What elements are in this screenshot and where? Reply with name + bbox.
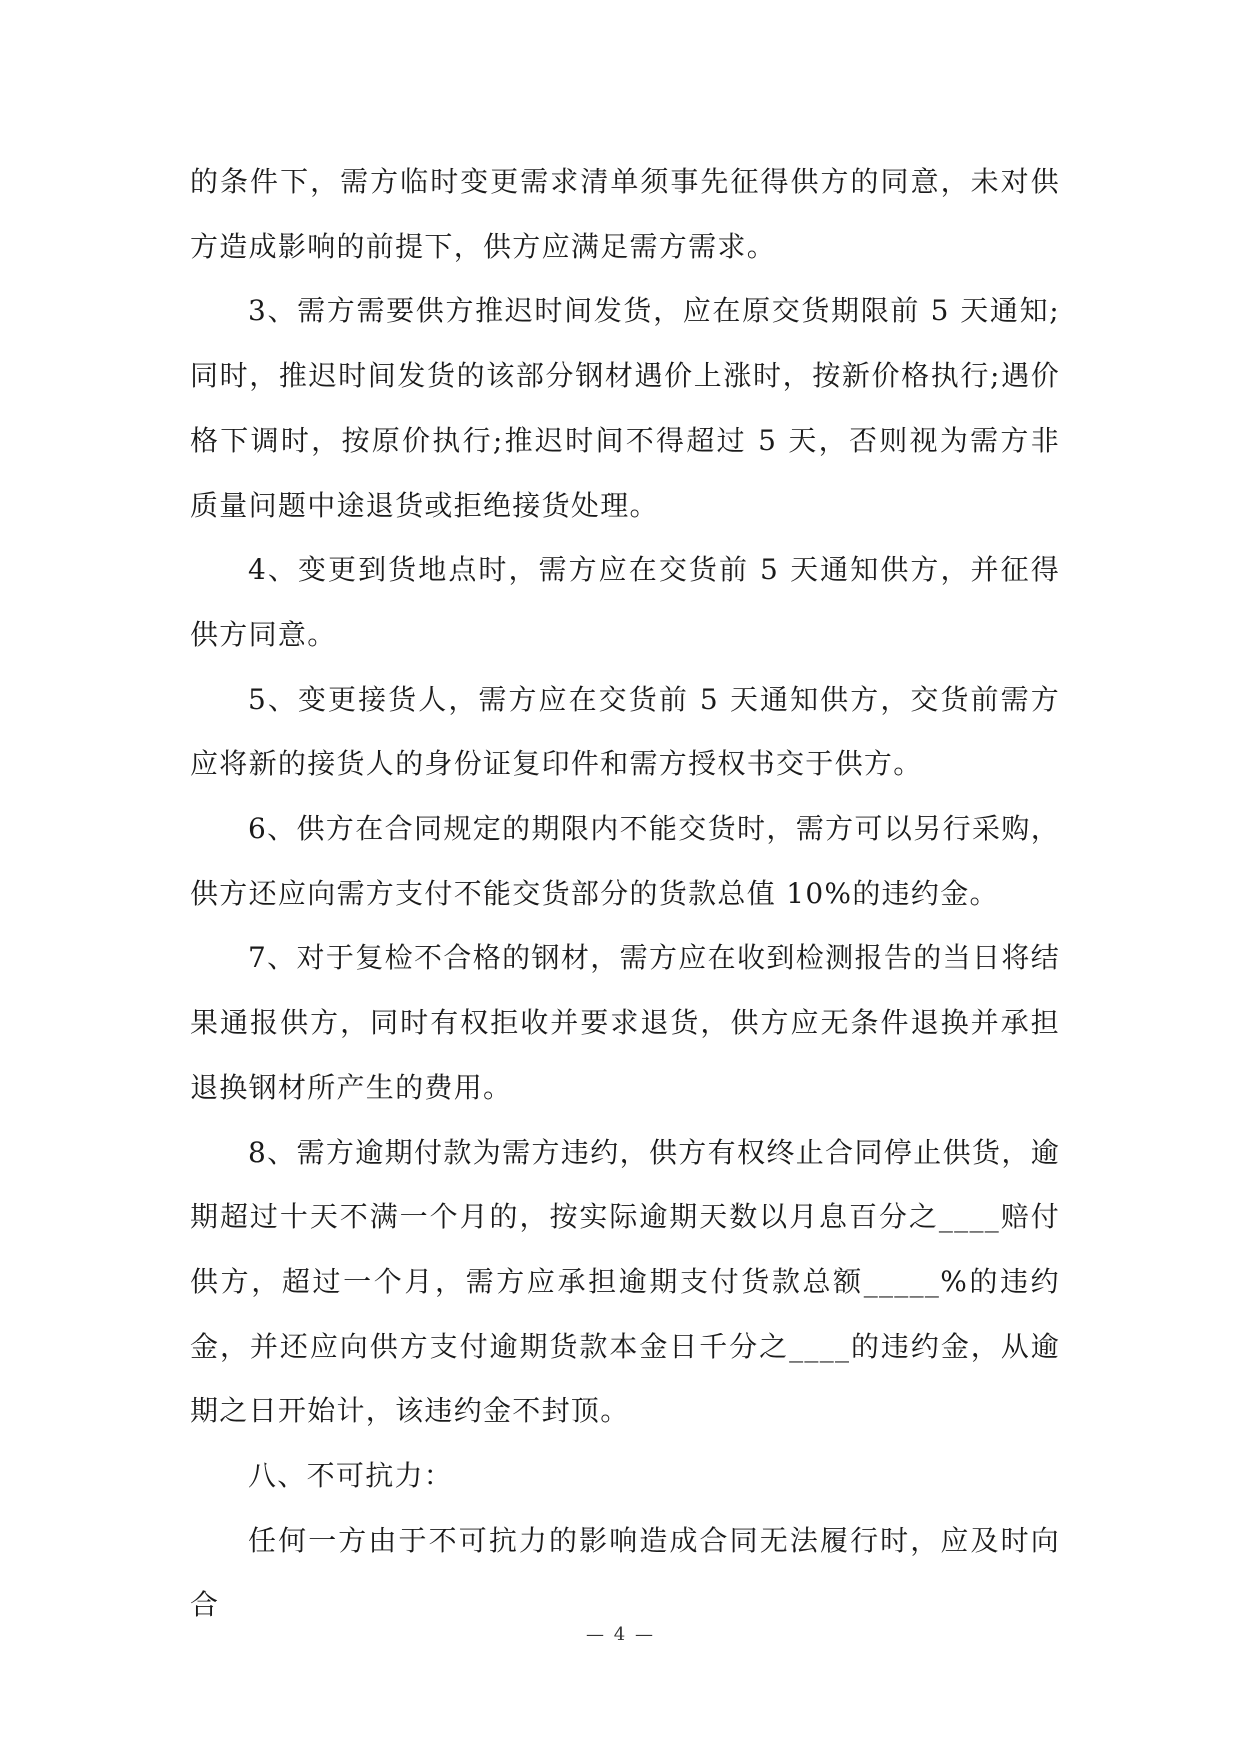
- document-body: [190, 150, 1060, 1638]
- paragraph-force-majeure: 任何一方由于不可抗力的影响造成合同无法履行时，应及时向合: [190, 1523, 1060, 1622]
- paragraph-clause-8: 8、需方逾期付款为需方违约，供方有权终止合同停止供货，逾期超过十天不满一个月的，按实际逾期天数以月息百分之____赔付供方，超过一个月，需方应承担逾期支付货款总额_____%的违约金，并还应向供方支付逾期货款本金日千分之____的违约金，从逾期之日开始计，该违约金不封顶。: [190, 1135, 1060, 1428]
- paragraph-clause-5: 5、变更接货人，需方应在交货前 5 天通知供方，交货前需方应将新的接货人的身份证复印件和需方授权书交于供方。: [190, 682, 1060, 781]
- page-number: — 4 —: [586, 1624, 655, 1645]
- paragraph-clause-7: 7、对于复检不合格的钢材，需方应在收到检测报告的当日将结果通报供方，同时有权拒收并要求退货，供方应无条件退换并承担退换钢材所产生的费用。: [190, 941, 1060, 1104]
- paragraph-clause-4: 4、变更到货地点时，需方应在交货前 5 天通知供方，并征得供方同意。: [190, 553, 1060, 651]
- section-heading-force-majeure: 八、不可抗力：: [248, 1459, 454, 1493]
- paragraph-clause-3: 3、需方需要供方推迟时间发货，应在原交货期限前 5 天通知;同时，推迟时间发货的该部分钢材遇价上涨时，按新价格执行;遇价格下调时，按原价执行;推迟时间不得超过 5 天，否则视为需方非质量问题中途退货或拒绝接货处理。: [190, 294, 1060, 522]
- paragraph-continuation: 的条件下，需方临时变更需求清单须事先征得供方的同意，未对供方造成影响的前提下，供方应满足需方需求。: [190, 165, 1060, 263]
- paragraph-clause-6: 6、供方在合同规定的期限内不能交货时，需方可以另行采购，供方还应向需方支付不能交货部分的货款总值 10%的违约金。: [190, 812, 1060, 910]
